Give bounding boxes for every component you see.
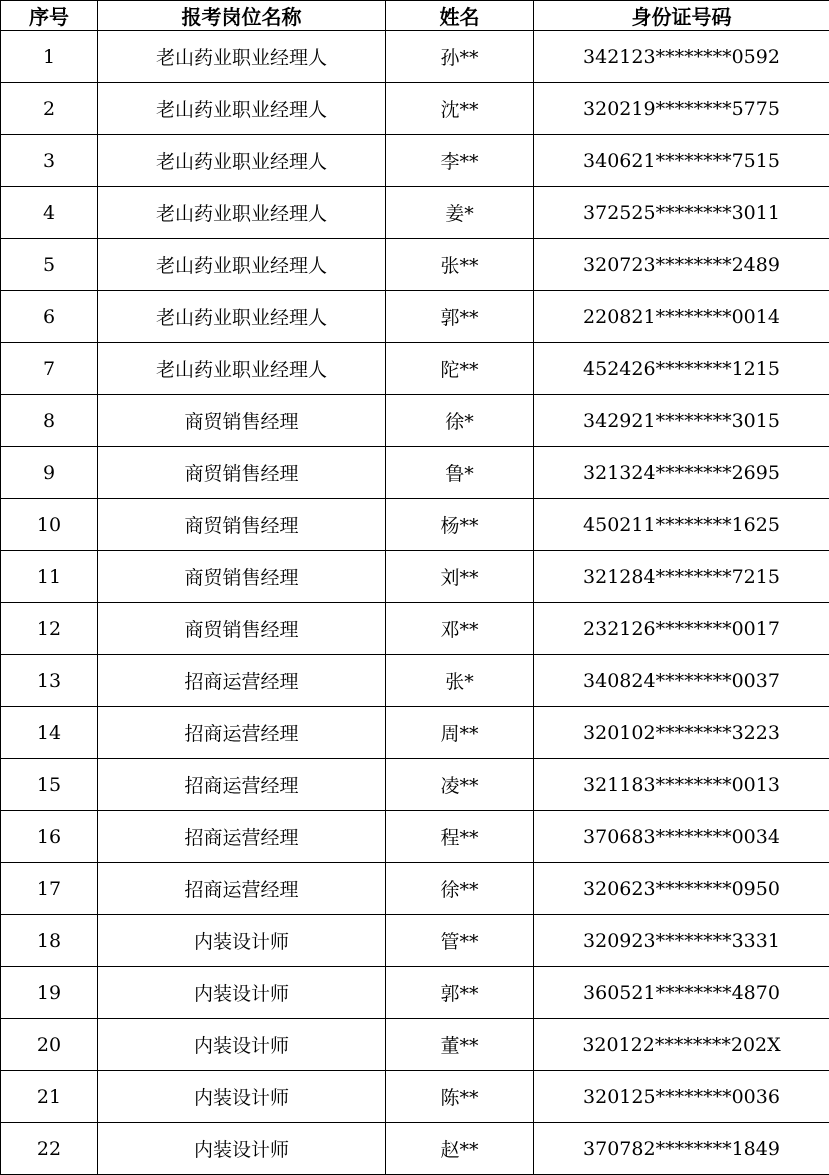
position-cell: 招商运营经理 <box>98 863 386 915</box>
position-cell: 老山药业职业经理人 <box>98 343 386 395</box>
serial-cell: 14 <box>1 707 98 759</box>
position-cell: 老山药业职业经理人 <box>98 31 386 83</box>
name-cell: 郭** <box>386 967 534 1019</box>
serial-cell: 12 <box>1 603 98 655</box>
position-cell: 招商运营经理 <box>98 811 386 863</box>
id-number-cell: 321284********7215 <box>534 551 829 603</box>
table-row <box>1 759 829 811</box>
serial-cell: 3 <box>1 135 98 187</box>
table-row <box>1 967 829 1019</box>
id-number-cell: 320723********2489 <box>534 239 829 291</box>
serial-cell: 20 <box>1 1019 98 1071</box>
id-number-cell: 321183********0013 <box>534 759 829 811</box>
serial-cell: 8 <box>1 395 98 447</box>
table-row <box>1 83 829 135</box>
table-row <box>1 1019 829 1071</box>
position-cell: 老山药业职业经理人 <box>98 239 386 291</box>
name-cell: 鲁* <box>386 447 534 499</box>
table-row <box>1 395 829 447</box>
id-number-cell: 372525********3011 <box>534 187 829 239</box>
position-cell: 老山药业职业经理人 <box>98 83 386 135</box>
position-cell: 内装设计师 <box>98 967 386 1019</box>
table-row <box>1 135 829 187</box>
position-cell: 内装设计师 <box>98 1019 386 1071</box>
name-cell: 管** <box>386 915 534 967</box>
table-row <box>1 1123 829 1175</box>
id-number-cell: 342123********0592 <box>534 31 829 83</box>
serial-cell: 13 <box>1 655 98 707</box>
id-number-cell: 370782********1849 <box>534 1123 829 1175</box>
header-name: 姓名 <box>386 1 534 31</box>
id-number-cell: 452426********1215 <box>534 343 829 395</box>
serial-cell: 9 <box>1 447 98 499</box>
table-row <box>1 1071 829 1123</box>
name-cell: 凌** <box>386 759 534 811</box>
serial-cell: 21 <box>1 1071 98 1123</box>
id-number-cell: 320125********0036 <box>534 1071 829 1123</box>
serial-cell: 7 <box>1 343 98 395</box>
position-cell: 商贸销售经理 <box>98 551 386 603</box>
serial-cell: 22 <box>1 1123 98 1175</box>
id-number-cell: 321324********2695 <box>534 447 829 499</box>
serial-cell: 15 <box>1 759 98 811</box>
header-serial: 序号 <box>1 1 98 31</box>
serial-cell: 6 <box>1 291 98 343</box>
table-row <box>1 603 829 655</box>
id-number-cell: 232126********0017 <box>534 603 829 655</box>
table-row <box>1 863 829 915</box>
table-row <box>1 915 829 967</box>
position-cell: 招商运营经理 <box>98 759 386 811</box>
serial-cell: 11 <box>1 551 98 603</box>
name-cell: 陈** <box>386 1071 534 1123</box>
id-number-cell: 320122********202X <box>534 1019 829 1071</box>
name-cell: 邓** <box>386 603 534 655</box>
position-cell: 商贸销售经理 <box>98 499 386 551</box>
table-row <box>1 551 829 603</box>
position-cell: 商贸销售经理 <box>98 603 386 655</box>
name-cell: 张** <box>386 239 534 291</box>
position-cell: 老山药业职业经理人 <box>98 187 386 239</box>
name-cell: 刘** <box>386 551 534 603</box>
position-cell: 招商运营经理 <box>98 655 386 707</box>
id-number-cell: 320219********5775 <box>534 83 829 135</box>
table-body <box>1 31 829 1175</box>
position-cell: 商贸销售经理 <box>98 395 386 447</box>
id-number-cell: 340621********7515 <box>534 135 829 187</box>
name-cell: 姜* <box>386 187 534 239</box>
table-row <box>1 343 829 395</box>
id-number-cell: 320102********3223 <box>534 707 829 759</box>
header-row <box>1 1 829 31</box>
table-row <box>1 447 829 499</box>
header-id-number: 身份证号码 <box>534 1 829 31</box>
name-cell: 李** <box>386 135 534 187</box>
id-number-cell: 220821********0014 <box>534 291 829 343</box>
position-cell: 内装设计师 <box>98 1123 386 1175</box>
position-cell: 老山药业职业经理人 <box>98 135 386 187</box>
id-number-cell: 450211********1625 <box>534 499 829 551</box>
serial-cell: 19 <box>1 967 98 1019</box>
table-row <box>1 291 829 343</box>
id-number-cell: 320923********3331 <box>534 915 829 967</box>
id-number-cell: 340824********0037 <box>534 655 829 707</box>
name-cell: 董** <box>386 1019 534 1071</box>
name-cell: 陀** <box>386 343 534 395</box>
name-cell: 孙** <box>386 31 534 83</box>
table-row <box>1 811 829 863</box>
table-row <box>1 187 829 239</box>
serial-cell: 10 <box>1 499 98 551</box>
id-number-cell: 360521********4870 <box>534 967 829 1019</box>
name-cell: 郭** <box>386 291 534 343</box>
position-cell: 商贸销售经理 <box>98 447 386 499</box>
serial-cell: 1 <box>1 31 98 83</box>
id-number-cell: 370683********0034 <box>534 811 829 863</box>
position-cell: 招商运营经理 <box>98 707 386 759</box>
name-cell: 赵** <box>386 1123 534 1175</box>
header-position: 报考岗位名称 <box>98 1 386 31</box>
name-cell: 张* <box>386 655 534 707</box>
serial-cell: 17 <box>1 863 98 915</box>
name-cell: 程** <box>386 811 534 863</box>
position-cell: 老山药业职业经理人 <box>98 291 386 343</box>
table-row <box>1 499 829 551</box>
name-cell: 周** <box>386 707 534 759</box>
position-cell: 内装设计师 <box>98 915 386 967</box>
position-cell: 内装设计师 <box>98 1071 386 1123</box>
name-cell: 徐** <box>386 863 534 915</box>
serial-cell: 5 <box>1 239 98 291</box>
id-number-cell: 342921********3015 <box>534 395 829 447</box>
name-cell: 徐* <box>386 395 534 447</box>
serial-cell: 2 <box>1 83 98 135</box>
table-row <box>1 31 829 83</box>
table-row <box>1 707 829 759</box>
table-row <box>1 239 829 291</box>
serial-cell: 18 <box>1 915 98 967</box>
table-row <box>1 655 829 707</box>
serial-cell: 16 <box>1 811 98 863</box>
name-cell: 沈** <box>386 83 534 135</box>
serial-cell: 4 <box>1 187 98 239</box>
id-number-cell: 320623********0950 <box>534 863 829 915</box>
name-cell: 杨** <box>386 499 534 551</box>
